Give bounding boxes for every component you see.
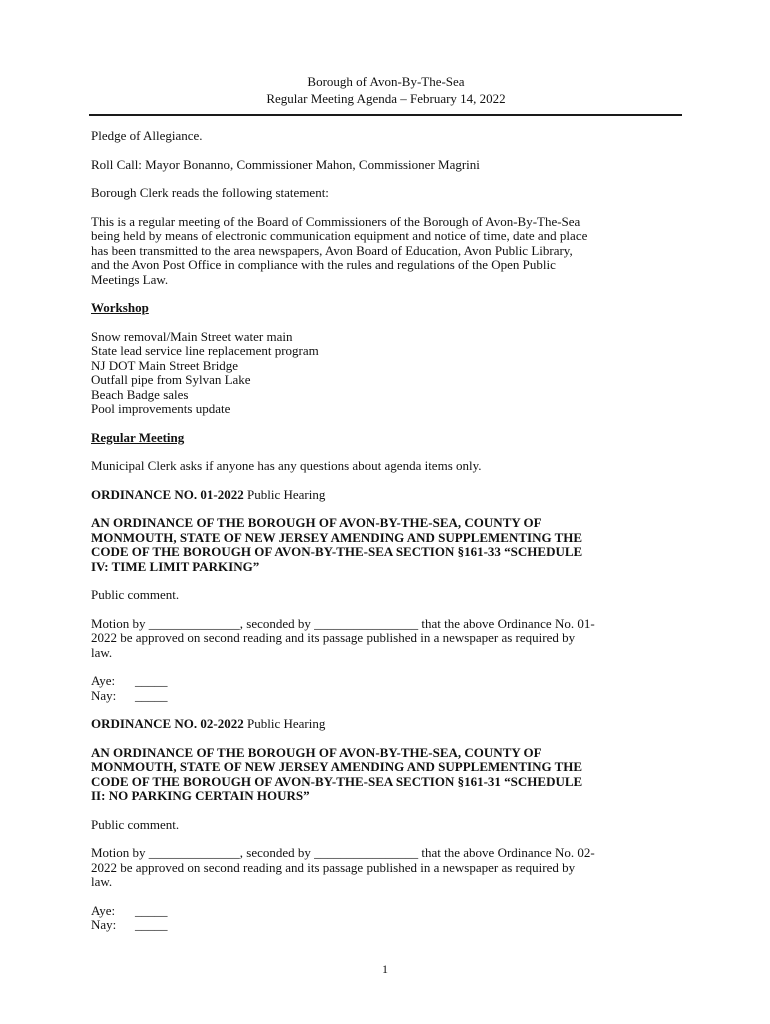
ordinance-hearing-label: Public Hearing [243, 716, 326, 731]
workshop-list [91, 330, 671, 417]
ordinance-title-line: CODE OF THE BOROUGH OF AVON-BY-THE-SEA SECTION §161-33 “SCHEDULE [91, 544, 583, 559]
ordinance-heading [91, 488, 671, 503]
aye-blank: _____ [135, 902, 168, 918]
ordinance-title [91, 746, 671, 804]
agenda-body [91, 129, 671, 947]
regular-meeting-heading: Regular Meeting [91, 429, 185, 445]
aye-blank: _____ [135, 673, 168, 688]
ordinance-heading [91, 717, 671, 732]
nay-blank: _____ [135, 917, 168, 932]
motion-paragraph [91, 617, 671, 661]
ordinance-number: ORDINANCE NO. 02-2022 [91, 716, 244, 731]
ordinance-hearing-label: Public Hearing [243, 486, 326, 502]
ordinance-title-line: CODE OF THE BOROUGH OF AVON-BY-THE-SEA SECTION §161-31 “SCHEDULE [91, 773, 583, 789]
borough-name: Borough of Avon-By-The-Sea [307, 74, 465, 89]
ordinance-number: ORDINANCE NO. 01-2022 [91, 486, 244, 502]
ordinance-title-line: AN ORDINANCE OF THE BOROUGH OF AVON-BY-THE-SEA, COUNTY OF [91, 744, 542, 760]
motion-paragraph [91, 846, 671, 890]
motion-line: Motion by ______________, seconded by ________________ that the above Ordinance No. 01- [91, 615, 595, 631]
pledge-line: Pledge of Allegiance. [91, 128, 203, 143]
agenda-title: Regular Meeting Agenda – February 14, 2022 [266, 91, 506, 106]
statement-line: Meetings Law. [91, 271, 169, 287]
nay-label: Nay: [91, 687, 117, 703]
vote-tally [91, 904, 671, 933]
ordinance-title-line: IV: TIME LIMIT PARKING” [91, 558, 260, 574]
workshop-item: State lead service line replacement program [91, 343, 319, 358]
motion-line: 2022 be approved on second reading and its passage published in a newspaper as required by [91, 859, 576, 875]
workshop-item: Pool improvements update [91, 401, 231, 416]
nay-blank: _____ [135, 687, 168, 703]
roll-call-line: Roll Call: Mayor Bonanno, Commissioner Mahon, Commissioner Magrini [91, 156, 480, 172]
clerk-reads-line: Borough Clerk reads the following statement: [91, 185, 329, 200]
motion-line: law. [91, 874, 113, 889]
workshop-item: Snow removal/Main Street water main [91, 328, 293, 344]
header-rule [89, 114, 682, 116]
workshop-heading: Workshop [91, 300, 149, 315]
public-comment-line: Public comment. [91, 816, 180, 832]
document-header [90, 73, 682, 107]
workshop-item: Beach Badge sales [91, 386, 189, 402]
workshop-item: Outfall pipe from Sylvan Lake [91, 372, 251, 387]
public-comment-line: Public comment. [91, 587, 180, 602]
motion-line: 2022 be approved on second reading and its passage published in a newspaper as required by [91, 630, 576, 645]
vote-tally [91, 674, 671, 703]
ordinance-title-line: MONMOUTH, STATE OF NEW JERSEY AMENDING AND SUPPLEMENTING THE [91, 759, 583, 774]
ordinance-title [91, 516, 671, 574]
ordinance-title-line: AN ORDINANCE OF THE BOROUGH OF AVON-BY-THE-SEA, COUNTY OF [91, 515, 542, 530]
motion-line: Motion by ______________, seconded by ________________ that the above Ordinance No. 02- [91, 845, 595, 860]
clerk-question-line: Municipal Clerk asks if anyone has any questions about agenda items only. [91, 458, 482, 473]
nay-label: Nay: [91, 917, 117, 932]
page-number: 1 [382, 962, 388, 976]
statement-line: has been transmitted to the area newspapers, Avon Board of Education, Avon Public Library, [91, 242, 573, 258]
aye-label: Aye: [91, 673, 116, 688]
ordinance-title-line: II: NO PARKING CERTAIN HOURS” [91, 788, 310, 803]
meeting-statement [91, 215, 671, 288]
statement-line: and the Avon Post Office in compliance with the rules and regulations of the Open Public [91, 257, 556, 272]
statement-line: This is a regular meeting of the Board of Commissioners of the Borough of Avon-By-The-Sea [91, 213, 581, 229]
workshop-item: NJ DOT Main Street Bridge [91, 357, 239, 373]
motion-line: law. [91, 644, 113, 660]
statement-line: being held by means of electronic communication equipment and notice of time, date and place [91, 228, 588, 243]
ordinance-title-line: MONMOUTH, STATE OF NEW JERSEY AMENDING AND SUPPLEMENTING THE [91, 529, 583, 545]
aye-label: Aye: [91, 902, 116, 918]
